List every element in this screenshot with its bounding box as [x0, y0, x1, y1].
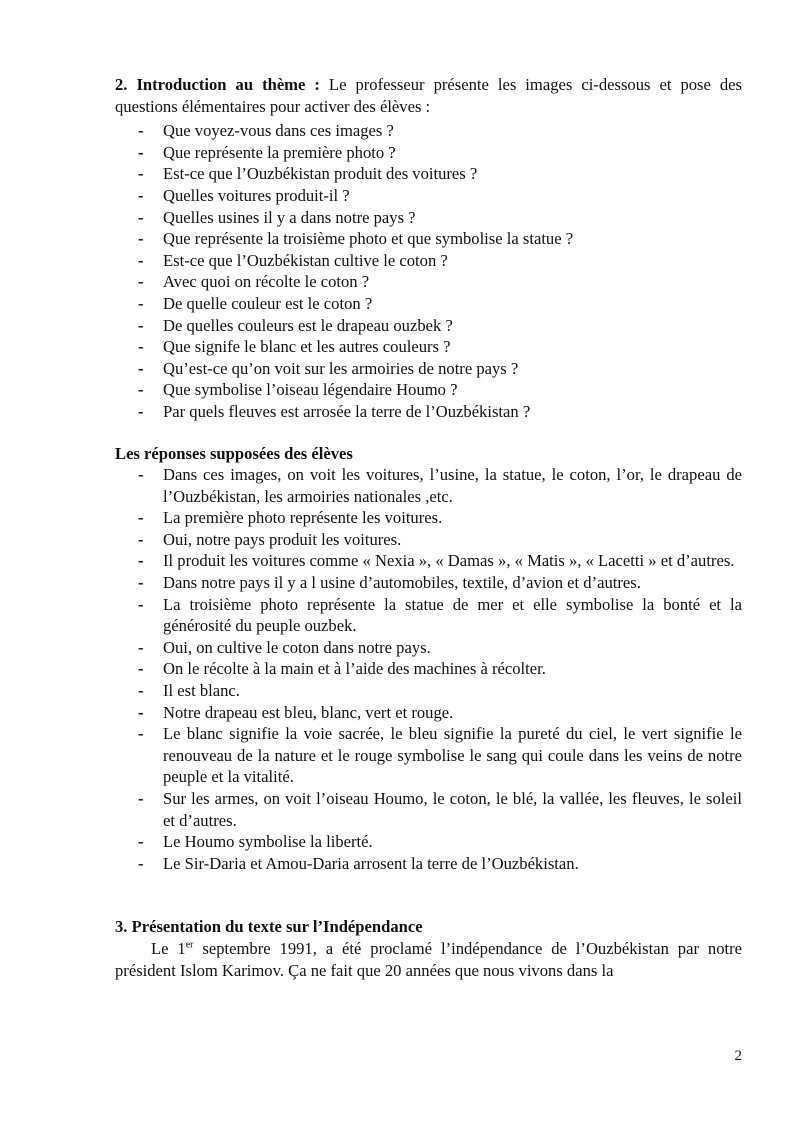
- question-item: - Que représente la troisième photo et que symbolise la statue ?: [163, 228, 742, 250]
- section2-intro: [115, 74, 742, 117]
- answer-item: - Le Sir-Daria et Amou-Daria arrosent la terre de l’Ouzbékistan.: [163, 853, 742, 875]
- answer-item: - Oui, on cultive le coton dans notre pays.: [163, 637, 742, 659]
- page-number: 2: [734, 1048, 742, 1064]
- question-item: - Quelles voitures produit-il ?: [163, 185, 742, 207]
- question-item: - Que signife le blanc et les autres couleurs ?: [163, 336, 742, 358]
- question-item: - Que représente la première photo ?: [163, 142, 742, 164]
- question-item: - De quelles couleurs est le drapeau ouzbek ?: [163, 315, 742, 337]
- answer-item: - Notre drapeau est bleu, blanc, vert et rouge.: [163, 702, 742, 724]
- question-item: - Avec quoi on récolte le coton ?: [163, 271, 742, 293]
- question-item: - Qu’est-ce qu’on voit sur les armoiries de notre pays ?: [163, 358, 742, 380]
- question-item: - Quelles usines il y a dans notre pays ?: [163, 207, 742, 229]
- section2-intro-text: Le professeur présente les images ci-dessous et pose des questions élémentaires pour activer des élèves :: [115, 75, 742, 116]
- section2-heading: 2. Introduction au thème :: [115, 75, 320, 94]
- ordinal-superscript: er: [185, 939, 194, 951]
- question-item: - Est-ce que l’Ouzbékistan produit des voitures ?: [163, 163, 742, 185]
- question-item: - De quelle couleur est le coton ?: [163, 293, 742, 315]
- answer-item: - On le récolte à la main et à l’aide des machines à récolter.: [163, 658, 742, 680]
- section3-heading: 3. Présentation du texte sur l’Indépendance: [115, 917, 423, 937]
- answer-item: - Sur les armes, on voit l’oiseau Houmo, le coton, le blé, la vallée, les fleuves, le soleil et d’autres.: [163, 788, 742, 831]
- answer-item: - La troisième photo représente la statue de mer et elle symbolise la bonté et la générosité du peuple ouzbek.: [163, 594, 742, 637]
- answer-item: - Dans ces images, on voit les voitures, l’usine, la statue, le coton, l’or, le drapeau de l’Ouzbékistan, les armoiries nationales ,etc.: [163, 464, 742, 507]
- question-item: - Est-ce que l’Ouzbékistan cultive le coton ?: [163, 250, 742, 272]
- section3-text-rest: septembre 1991, a été proclamé l’indépendance de l’Ouzbékistan par notre président Islom Karimov. Ça ne fait que 20 années que nous vivons dans la: [115, 938, 742, 980]
- question-item: - Que voyez-vous dans ces images ?: [163, 120, 742, 142]
- answer-item: - La première photo représente les voitures.: [163, 507, 742, 529]
- question-item: - Par quels fleuves est arrosée la terre de l’Ouzbékistan ?: [163, 401, 742, 423]
- answer-item: - Il produit les voitures comme « Nexia », « Damas », « Matis », « Lacetti » et d’autres.: [163, 550, 742, 572]
- answers-list: [115, 464, 742, 874]
- answer-item: - Le Houmo symbolise la liberté.: [163, 831, 742, 853]
- question-item: - Que symbolise l’oiseau légendaire Houmo ?: [163, 379, 742, 401]
- section3-paragraph: [115, 938, 742, 981]
- answers-heading: Les réponses supposées des élèves: [115, 443, 353, 463]
- answer-item: - Il est blanc.: [163, 680, 742, 702]
- answer-item: - Le blanc signifie la voie sacrée, le bleu signifie la pureté du ciel, le vert signifie le renouveau de la nature et le rouge symbolise le sang qui coule dans les veins de notre peuple et la vitalité.: [163, 723, 742, 788]
- section3-text-start: Le 1: [151, 938, 186, 958]
- answer-item: - Oui, notre pays produit les voitures.: [163, 529, 742, 551]
- answer-item: - Dans notre pays il y a l usine d’automobiles, textile, d’avion et d’autres.: [163, 572, 742, 594]
- questions-list: [115, 120, 742, 422]
